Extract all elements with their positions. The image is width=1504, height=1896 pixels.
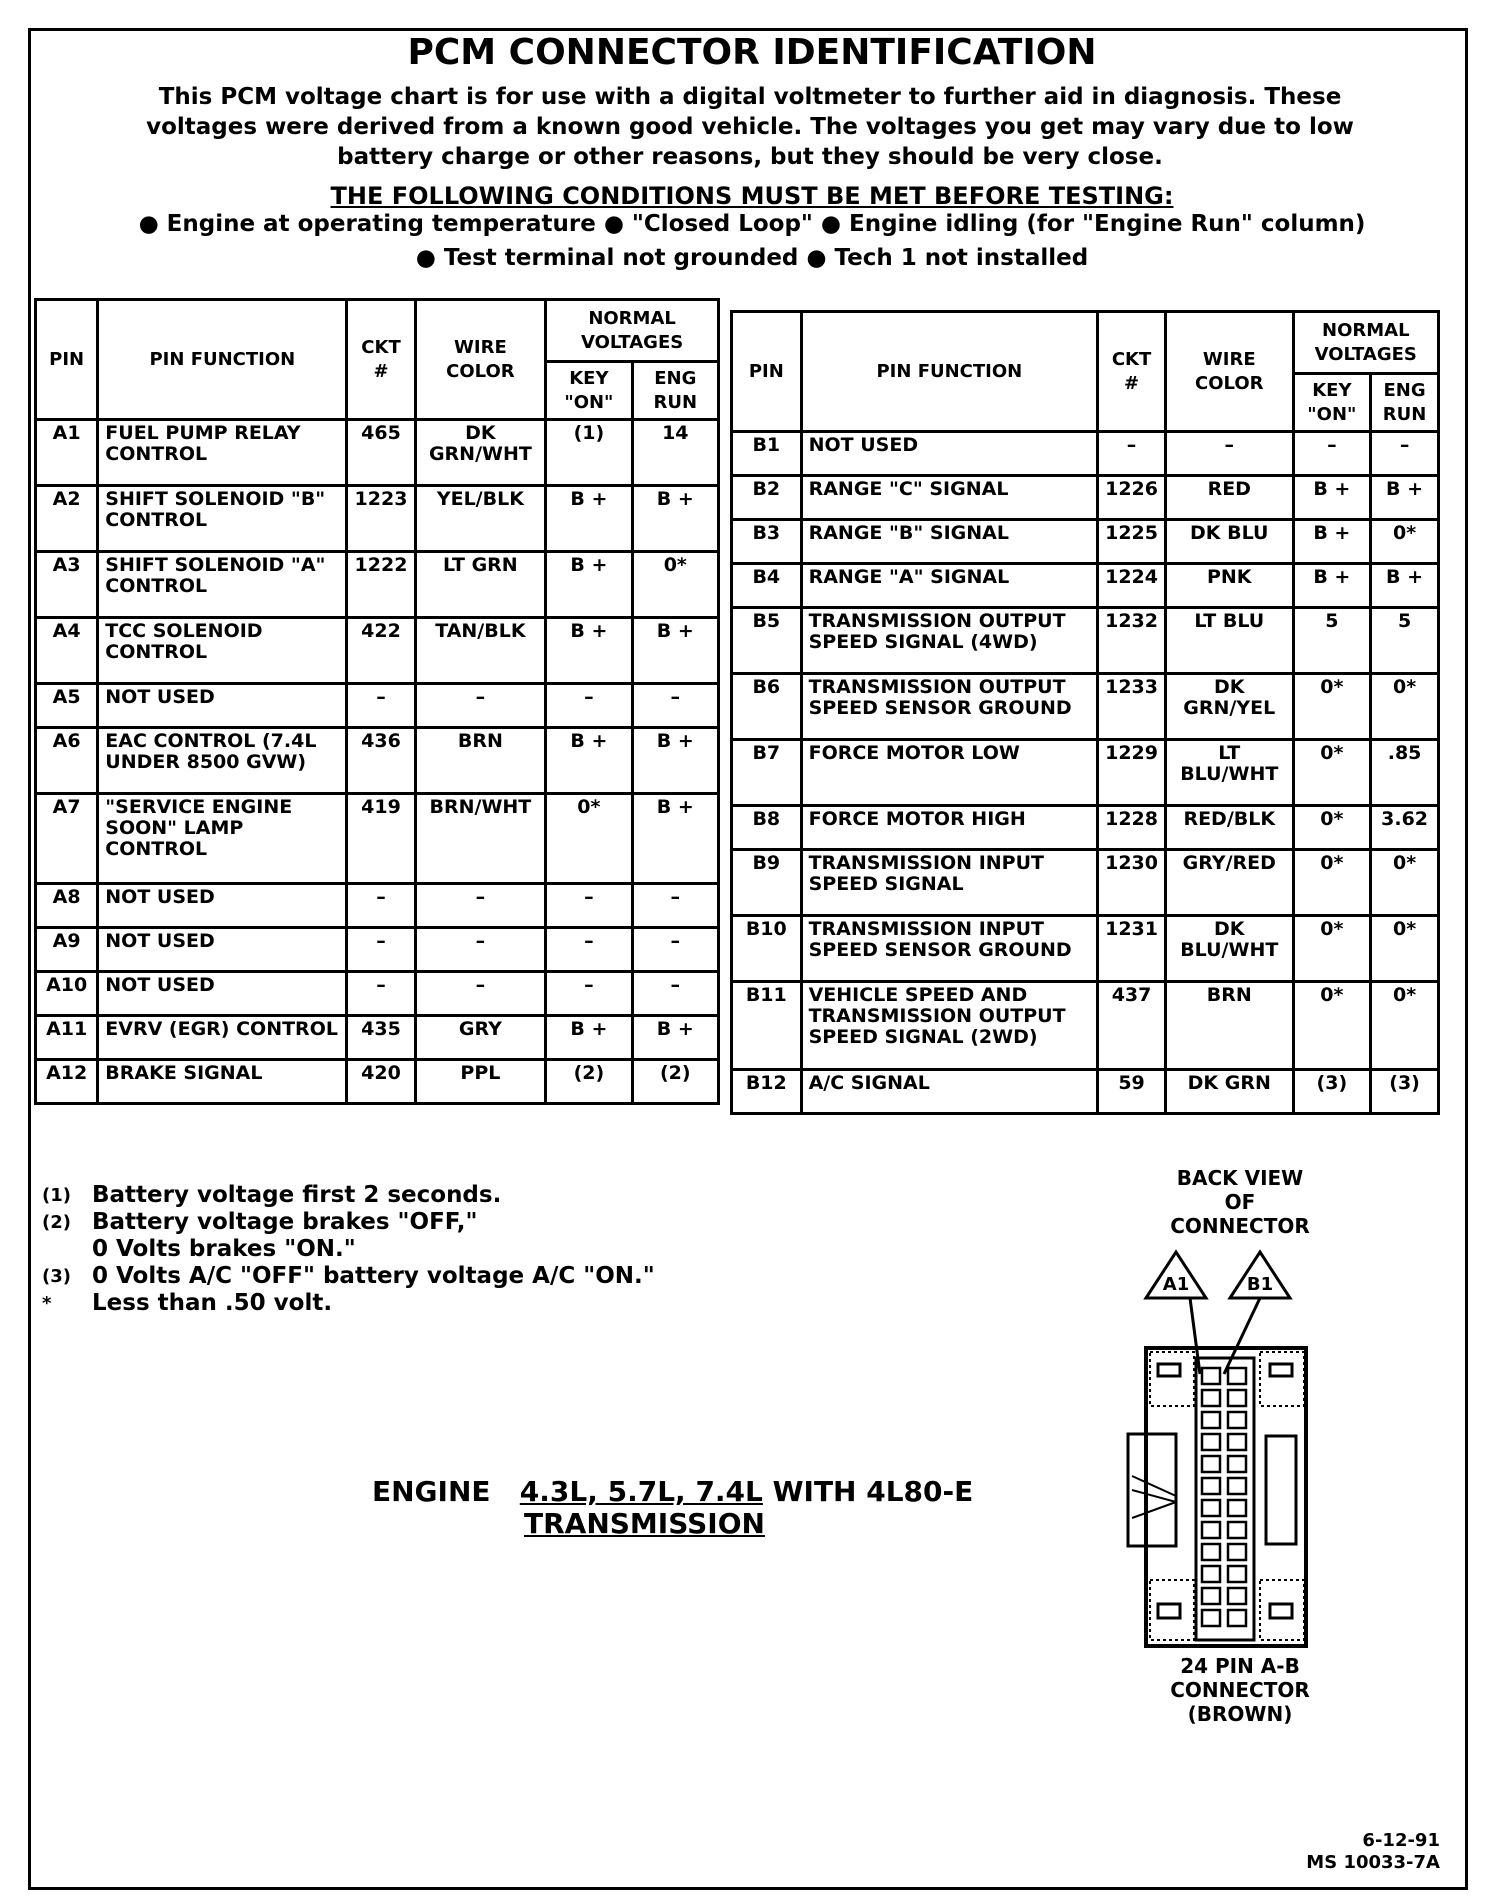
table-row bbox=[36, 552, 719, 618]
pin-cell: B6 bbox=[732, 674, 802, 740]
function-cell: "SERVICE ENGINE SOON" LAMP CONTROL bbox=[98, 794, 347, 884]
table-row bbox=[36, 618, 719, 684]
header-eng-run: ENG RUN bbox=[1371, 374, 1439, 432]
key-on-cell: 0* bbox=[1293, 916, 1371, 982]
key-on-cell: B + bbox=[546, 728, 632, 794]
pin-cell: A8 bbox=[36, 884, 98, 928]
connector-body bbox=[1146, 1348, 1306, 1646]
connector-bottom-label: 24 PIN A-B CONNECTOR (BROWN) bbox=[1170, 1654, 1310, 1726]
key-on-cell: 5 bbox=[1293, 608, 1371, 674]
pin-cavity bbox=[1228, 1412, 1246, 1428]
ckt-cell: – bbox=[347, 684, 415, 728]
eng-run-cell: .85 bbox=[1371, 740, 1439, 806]
wire-color-cell: DK GRN/WHT bbox=[415, 420, 546, 486]
ckt-cell: 465 bbox=[347, 420, 415, 486]
key-on-cell: 0* bbox=[1293, 740, 1371, 806]
key-on-cell: B + bbox=[1293, 476, 1371, 520]
table-row bbox=[732, 608, 1439, 674]
pin-cell: A1 bbox=[36, 420, 98, 486]
header-ckt: CKT # bbox=[347, 300, 415, 420]
wire-color-cell: GRY bbox=[415, 1016, 546, 1060]
key-on-cell: – bbox=[546, 884, 632, 928]
pin-cavity bbox=[1202, 1390, 1220, 1406]
header-wire-color: WIRE COLOR bbox=[415, 300, 546, 420]
header-pin-function: PIN FUNCTION bbox=[98, 300, 347, 420]
function-cell: TCC SOLENOID CONTROL bbox=[98, 618, 347, 684]
pin-cell: B5 bbox=[732, 608, 802, 674]
pin-a1-label: A1 bbox=[1162, 1274, 1190, 1295]
wire-color-cell: DK BLU bbox=[1165, 520, 1293, 564]
wire-color-cell: – bbox=[1165, 432, 1293, 476]
table-row bbox=[732, 432, 1439, 476]
table-row bbox=[732, 982, 1439, 1070]
pin-cavity bbox=[1202, 1368, 1220, 1384]
function-cell: NOT USED bbox=[98, 972, 347, 1016]
wire-color-cell: PNK bbox=[1165, 564, 1293, 608]
engine-with: WITH 4L80-E bbox=[772, 1475, 974, 1508]
connector-diagram bbox=[1120, 1240, 1360, 1660]
revision-date: 6-12-91 bbox=[1362, 1830, 1440, 1851]
pin-cavity bbox=[1202, 1610, 1220, 1626]
wire-color-cell: BRN bbox=[415, 728, 546, 794]
pin-cell: B3 bbox=[732, 520, 802, 564]
key-on-cell: 0* bbox=[1293, 674, 1371, 740]
wire-color-cell: – bbox=[415, 972, 546, 1016]
header-eng-run: ENG RUN bbox=[632, 362, 718, 420]
pin-cavity bbox=[1202, 1522, 1220, 1538]
pin-cavity bbox=[1202, 1500, 1220, 1516]
eng-run-cell: – bbox=[632, 972, 718, 1016]
key-on-cell: B + bbox=[1293, 564, 1371, 608]
pin-cell: B7 bbox=[732, 740, 802, 806]
eng-run-cell: B + bbox=[632, 486, 718, 552]
pin-cell: A11 bbox=[36, 1016, 98, 1060]
key-on-cell: – bbox=[546, 972, 632, 1016]
footnote-star: * Less than .50 volt. bbox=[42, 1290, 333, 1316]
eng-run-cell: – bbox=[632, 684, 718, 728]
table-row bbox=[732, 674, 1439, 740]
pin-cell: B9 bbox=[732, 850, 802, 916]
function-cell: NOT USED bbox=[98, 684, 347, 728]
pin-cell: B8 bbox=[732, 806, 802, 850]
wire-color-cell: GRY/RED bbox=[1165, 850, 1293, 916]
wire-color-cell: DK BLU/WHT bbox=[1165, 916, 1293, 982]
pin-cell: A10 bbox=[36, 972, 98, 1016]
pin-cavity bbox=[1228, 1456, 1246, 1472]
pin-cell: B12 bbox=[732, 1070, 802, 1114]
header-ckt: CKT # bbox=[1098, 312, 1166, 432]
ckt-cell: 436 bbox=[347, 728, 415, 794]
table-row bbox=[36, 928, 719, 972]
wire-color-cell: – bbox=[415, 928, 546, 972]
eng-run-cell: (3) bbox=[1371, 1070, 1439, 1114]
pin-b1-label: B1 bbox=[1246, 1274, 1274, 1295]
pin-cavity bbox=[1202, 1478, 1220, 1494]
ckt-cell: 422 bbox=[347, 618, 415, 684]
table-row bbox=[36, 728, 719, 794]
engine-transmission: TRANSMISSION bbox=[524, 1507, 765, 1540]
ckt-cell: 1229 bbox=[1098, 740, 1166, 806]
pin-cell: B11 bbox=[732, 982, 802, 1070]
eng-run-cell: – bbox=[1371, 432, 1439, 476]
header-normal-voltages: NORMAL VOLTAGES bbox=[546, 300, 719, 362]
pin-cavity bbox=[1228, 1566, 1246, 1582]
wire-color-cell: LT BLU bbox=[1165, 608, 1293, 674]
pin-cavity bbox=[1228, 1588, 1246, 1604]
pin-cell: B10 bbox=[732, 916, 802, 982]
pin-cell: B4 bbox=[732, 564, 802, 608]
footnote-2-cont: 0 Volts brakes "ON." bbox=[92, 1236, 356, 1262]
ckt-cell: 420 bbox=[347, 1060, 415, 1104]
pin-cavity bbox=[1202, 1566, 1220, 1582]
header-normal-voltages: NORMAL VOLTAGES bbox=[1293, 312, 1438, 374]
table-row bbox=[36, 972, 719, 1016]
pin-cell: B2 bbox=[732, 476, 802, 520]
ckt-cell: – bbox=[347, 884, 415, 928]
wire-color-cell: YEL/BLK bbox=[415, 486, 546, 552]
wire-color-cell: DK GRN/YEL bbox=[1165, 674, 1293, 740]
ckt-cell: 1226 bbox=[1098, 476, 1166, 520]
pin-cavity bbox=[1202, 1544, 1220, 1560]
ckt-cell: 1223 bbox=[347, 486, 415, 552]
function-cell: TRANSMISSION INPUT SPEED SIGNAL bbox=[801, 850, 1098, 916]
function-cell: NOT USED bbox=[98, 884, 347, 928]
key-on-cell: B + bbox=[546, 552, 632, 618]
footnotes bbox=[42, 1182, 655, 1317]
function-cell: EAC CONTROL (7.4L UNDER 8500 GVW) bbox=[98, 728, 347, 794]
header-pin-function: PIN FUNCTION bbox=[801, 312, 1098, 432]
ckt-cell: 437 bbox=[1098, 982, 1166, 1070]
footnote-1: (1) Battery voltage first 2 seconds. bbox=[42, 1182, 502, 1208]
ckt-cell: 1222 bbox=[347, 552, 415, 618]
eng-run-cell: – bbox=[632, 884, 718, 928]
wire-color-cell: BRN bbox=[1165, 982, 1293, 1070]
key-on-cell: B + bbox=[546, 618, 632, 684]
pin-cavity bbox=[1228, 1522, 1246, 1538]
function-cell: TRANSMISSION OUTPUT SPEED SIGNAL (4WD) bbox=[801, 608, 1098, 674]
eng-run-cell: 5 bbox=[1371, 608, 1439, 674]
pin-cavity bbox=[1228, 1610, 1246, 1626]
eng-run-cell: 0* bbox=[1371, 520, 1439, 564]
wire-color-cell: DK GRN bbox=[1165, 1070, 1293, 1114]
engine-spec: 4.3L, 5.7L, 7.4L bbox=[519, 1475, 763, 1508]
ckt-cell: 1224 bbox=[1098, 564, 1166, 608]
ckt-cell: 1225 bbox=[1098, 520, 1166, 564]
eng-run-cell: 0* bbox=[1371, 674, 1439, 740]
ckt-cell: 1228 bbox=[1098, 806, 1166, 850]
function-cell: NOT USED bbox=[801, 432, 1098, 476]
pin-table-b bbox=[730, 310, 1440, 1115]
key-on-cell: 0* bbox=[1293, 982, 1371, 1070]
ckt-cell: 1230 bbox=[1098, 850, 1166, 916]
pin-cell: A12 bbox=[36, 1060, 98, 1104]
pin-cavity bbox=[1228, 1478, 1246, 1494]
table-row bbox=[732, 476, 1439, 520]
pin-cell: A6 bbox=[36, 728, 98, 794]
wire-color-cell: LT BLU/WHT bbox=[1165, 740, 1293, 806]
eng-run-cell: B + bbox=[632, 794, 718, 884]
ckt-cell: 419 bbox=[347, 794, 415, 884]
eng-run-cell: 0* bbox=[1371, 916, 1439, 982]
footnote-2: (2) Battery voltage brakes "OFF," bbox=[42, 1209, 478, 1235]
wire-color-cell: – bbox=[415, 684, 546, 728]
engine-word: ENGINE bbox=[372, 1475, 491, 1508]
eng-run-cell: B + bbox=[632, 618, 718, 684]
pin-cavity bbox=[1228, 1500, 1246, 1516]
header-wire-color: WIRE COLOR bbox=[1165, 312, 1293, 432]
ckt-cell: 1232 bbox=[1098, 608, 1166, 674]
ckt-cell: 59 bbox=[1098, 1070, 1166, 1114]
table-row bbox=[732, 740, 1439, 806]
pin-cell: A5 bbox=[36, 684, 98, 728]
wire-color-cell: RED bbox=[1165, 476, 1293, 520]
pin-cell: A9 bbox=[36, 928, 98, 972]
pin-cavity bbox=[1202, 1412, 1220, 1428]
wire-color-cell: RED/BLK bbox=[1165, 806, 1293, 850]
eng-run-cell: 0* bbox=[1371, 982, 1439, 1070]
document-footer bbox=[1306, 1830, 1440, 1874]
ckt-cell: – bbox=[347, 928, 415, 972]
key-on-cell: 0* bbox=[546, 794, 632, 884]
function-cell: A/C SIGNAL bbox=[801, 1070, 1098, 1114]
header-key-on: KEY "ON" bbox=[546, 362, 632, 420]
function-cell: EVRV (EGR) CONTROL bbox=[98, 1016, 347, 1060]
page-title: PCM CONNECTOR IDENTIFICATION bbox=[407, 32, 1097, 73]
table-row bbox=[36, 794, 719, 884]
pin-cell: A2 bbox=[36, 486, 98, 552]
function-cell: BRAKE SIGNAL bbox=[98, 1060, 347, 1104]
table-row bbox=[732, 520, 1439, 564]
connector-top-label: BACK VIEW OF CONNECTOR bbox=[1170, 1166, 1310, 1238]
eng-run-cell: (2) bbox=[632, 1060, 718, 1104]
function-cell: VEHICLE SPEED AND TRANSMISSION OUTPUT SPEED SIGNAL (2WD) bbox=[801, 982, 1098, 1070]
function-cell: RANGE "C" SIGNAL bbox=[801, 476, 1098, 520]
wire-color-cell: – bbox=[415, 884, 546, 928]
eng-run-cell: 0* bbox=[632, 552, 718, 618]
ckt-cell: 1233 bbox=[1098, 674, 1166, 740]
pin-cavity bbox=[1202, 1588, 1220, 1604]
table-row bbox=[36, 420, 719, 486]
pin-cell: B1 bbox=[732, 432, 802, 476]
pin-cavity bbox=[1202, 1434, 1220, 1450]
pin-cavity bbox=[1228, 1544, 1246, 1560]
table-row bbox=[36, 486, 719, 552]
function-cell: FORCE MOTOR HIGH bbox=[801, 806, 1098, 850]
table-row bbox=[36, 1016, 719, 1060]
wire-color-cell: PPL bbox=[415, 1060, 546, 1104]
conditions-heading: THE FOLLOWING CONDITIONS MUST BE MET BEFORE TESTING: bbox=[330, 182, 1174, 210]
table-row bbox=[732, 564, 1439, 608]
table-row bbox=[36, 1060, 719, 1104]
pin-cell: A3 bbox=[36, 552, 98, 618]
conditions-line-2: ● Test terminal not grounded ● Tech 1 not installed bbox=[415, 245, 1089, 271]
function-cell: RANGE "B" SIGNAL bbox=[801, 520, 1098, 564]
table-row bbox=[732, 1070, 1439, 1114]
intro-text: This PCM voltage chart is for use with a digital voltmeter to further aid in diagnosis. These voltages were derived from a known good vehicle. The voltages you get may vary due to low battery charge or other reasons, but they should be very close. bbox=[146, 84, 1354, 170]
eng-run-cell: B + bbox=[1371, 564, 1439, 608]
conditions-line-1: ● Engine at operating temperature ● "Closed Loop" ● Engine idling (for "Engine Run" column) bbox=[138, 211, 1366, 237]
ckt-cell: – bbox=[1098, 432, 1166, 476]
document-code: MS 10033-7A bbox=[1306, 1852, 1440, 1873]
header-pin: PIN bbox=[36, 300, 98, 420]
key-on-cell: – bbox=[1293, 432, 1371, 476]
wire-color-cell: TAN/BLK bbox=[415, 618, 546, 684]
pin-cell: A7 bbox=[36, 794, 98, 884]
pin-table-a bbox=[34, 298, 720, 1105]
pin-cavity bbox=[1202, 1456, 1220, 1472]
table-row bbox=[732, 850, 1439, 916]
eng-run-cell: B + bbox=[1371, 476, 1439, 520]
key-on-cell: (2) bbox=[546, 1060, 632, 1104]
function-cell: TRANSMISSION INPUT SPEED SENSOR GROUND bbox=[801, 916, 1098, 982]
engine-label bbox=[372, 1476, 973, 1540]
header-pin: PIN bbox=[732, 312, 802, 432]
key-on-cell: – bbox=[546, 684, 632, 728]
function-cell: RANGE "A" SIGNAL bbox=[801, 564, 1098, 608]
key-on-cell: 0* bbox=[1293, 850, 1371, 916]
table-row bbox=[36, 684, 719, 728]
wire-color-cell: BRN/WHT bbox=[415, 794, 546, 884]
key-on-cell: (3) bbox=[1293, 1070, 1371, 1114]
wire-color-cell: LT GRN bbox=[415, 552, 546, 618]
eng-run-cell: B + bbox=[632, 728, 718, 794]
key-on-cell: – bbox=[546, 928, 632, 972]
function-cell: SHIFT SOLENOID "B" CONTROL bbox=[98, 486, 347, 552]
function-cell: NOT USED bbox=[98, 928, 347, 972]
key-on-cell: B + bbox=[546, 1016, 632, 1060]
ckt-cell: 435 bbox=[347, 1016, 415, 1060]
header-key-on: KEY "ON" bbox=[1293, 374, 1371, 432]
key-on-cell: (1) bbox=[546, 420, 632, 486]
pin-cavity bbox=[1228, 1368, 1246, 1384]
table-row bbox=[732, 806, 1439, 850]
pin-cavity bbox=[1228, 1390, 1246, 1406]
pin-cavity bbox=[1228, 1434, 1246, 1450]
eng-run-cell: – bbox=[632, 928, 718, 972]
pin-cell: A4 bbox=[36, 618, 98, 684]
function-cell: FORCE MOTOR LOW bbox=[801, 740, 1098, 806]
key-on-cell: B + bbox=[1293, 520, 1371, 564]
function-cell: TRANSMISSION OUTPUT SPEED SENSOR GROUND bbox=[801, 674, 1098, 740]
key-on-cell: B + bbox=[546, 486, 632, 552]
table-row bbox=[732, 916, 1439, 982]
function-cell: FUEL PUMP RELAY CONTROL bbox=[98, 420, 347, 486]
eng-run-cell: 0* bbox=[1371, 850, 1439, 916]
function-cell: SHIFT SOLENOID "A" CONTROL bbox=[98, 552, 347, 618]
key-on-cell: 0* bbox=[1293, 806, 1371, 850]
eng-run-cell: 14 bbox=[632, 420, 718, 486]
ckt-cell: 1231 bbox=[1098, 916, 1166, 982]
table-row bbox=[36, 884, 719, 928]
ckt-cell: – bbox=[347, 972, 415, 1016]
eng-run-cell: 3.62 bbox=[1371, 806, 1439, 850]
eng-run-cell: B + bbox=[632, 1016, 718, 1060]
footnote-3: (3) 0 Volts A/C "OFF" battery voltage A/C "ON." bbox=[42, 1263, 655, 1289]
